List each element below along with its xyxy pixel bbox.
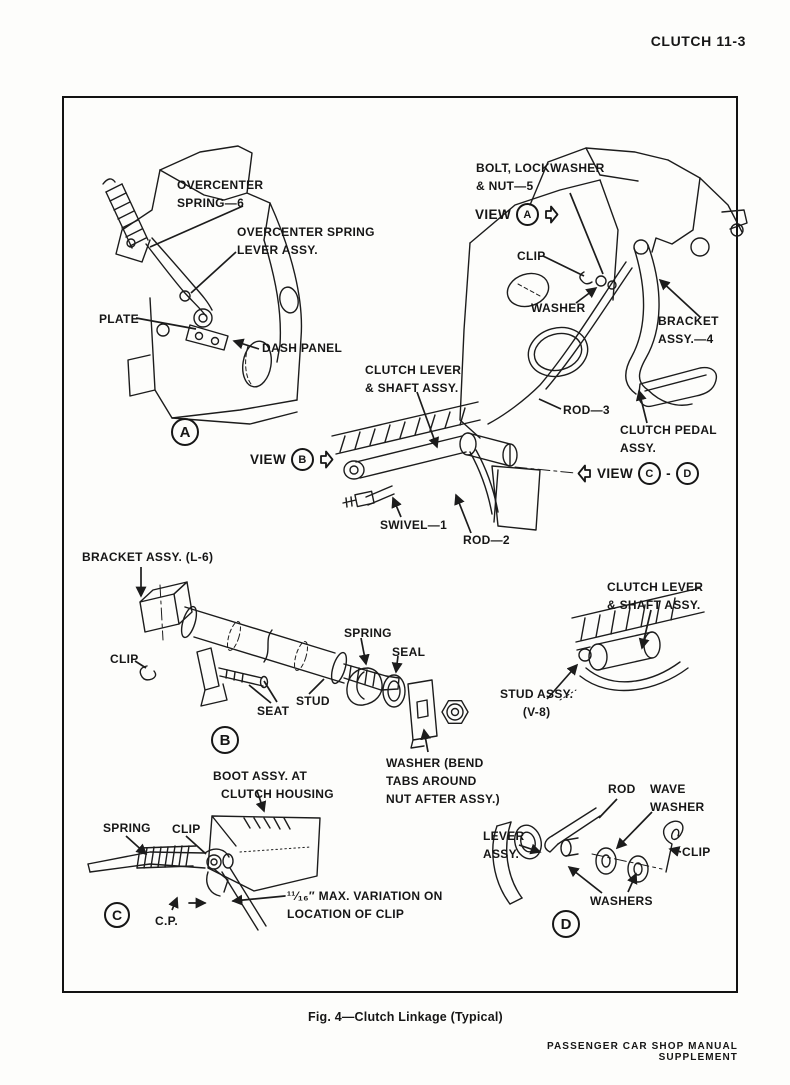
- label-spring-b: SPRING: [344, 626, 392, 640]
- label-overcenter-spring: OVERCENTER SPRING—6: [177, 178, 264, 210]
- label-spring-c: SPRING: [103, 821, 151, 835]
- cross-shaft-exploded-drawing: [140, 582, 468, 748]
- label-lever-assy: LEVER ASSY.: [483, 829, 525, 861]
- label-dash-panel: DASH PANEL: [262, 341, 343, 355]
- label-bolt-lockwasher-nut: BOLT, LOCKWASHER & NUT—5: [476, 161, 605, 193]
- label-seat: SEAT: [257, 704, 290, 718]
- label-clutch-lever-shaft-right: CLUTCH LEVER & SHAFT ASSY.: [607, 580, 704, 612]
- view-cd-callout: VIEW C - D: [577, 462, 699, 485]
- label-rod-3: ROD—3: [563, 403, 610, 417]
- label-washers: WASHERS: [590, 894, 653, 908]
- label-stud: STUD: [296, 694, 330, 708]
- label-boot-assy: BOOT ASSY. AT CLUTCH HOUSING: [213, 769, 334, 801]
- label-clip-b: CLIP: [110, 652, 139, 666]
- label-rod-2: ROD—2: [463, 533, 510, 547]
- label-wave-washer: WAVE WASHER: [650, 782, 705, 814]
- label-swivel-1: SWIVEL—1: [380, 518, 448, 532]
- label-clutch-pedal-assy: CLUTCH PEDAL ASSY.: [620, 423, 717, 455]
- view-marker-a: A: [171, 418, 199, 446]
- arrow-right-icon: [544, 205, 559, 224]
- figure-caption: Fig. 4—Clutch Linkage (Typical): [308, 1010, 503, 1024]
- arrow-right-icon: [319, 450, 334, 469]
- label-stud-assy-v8: STUD ASSY. (V-8): [500, 687, 574, 719]
- label-clutch-lever-shaft: CLUTCH LEVER & SHAFT ASSY.: [365, 363, 462, 395]
- label-seal: SEAL: [392, 645, 426, 659]
- view-marker-c: C: [104, 902, 130, 928]
- label-plate: PLATE: [99, 312, 139, 326]
- view-b-drawing: [332, 402, 575, 530]
- label-clip-variation: ¹¹⁄₁₆″ MAX. VARIATION ON LOCATION OF CLIP: [287, 889, 443, 921]
- label-bracket-assy-4: BRACKET ASSY.—4: [658, 314, 719, 346]
- view-a-callout: VIEW A: [475, 203, 559, 226]
- label-washer-pedal: WASHER: [531, 301, 586, 315]
- label-clip-d: CLIP: [682, 845, 711, 859]
- arrow-left-icon: [577, 464, 592, 483]
- label-clip-pedal: CLIP: [517, 249, 546, 263]
- view-marker-b: B: [211, 726, 239, 754]
- page-title: CLUTCH 11-3: [650, 33, 746, 49]
- view-marker-d: D: [552, 910, 580, 938]
- label-washer-bend-tabs: WASHER (BEND TABS AROUND NUT AFTER ASSY.): [386, 756, 500, 806]
- label-cp: C.P.: [155, 914, 178, 928]
- label-clip-c: CLIP: [172, 822, 201, 836]
- label-rod-d: ROD: [608, 782, 636, 796]
- view-b-callout: VIEW B: [250, 448, 334, 471]
- page-footer: PASSENGER CAR SHOP MANUAL SUPPLEMENT: [546, 1041, 738, 1063]
- label-overcenter-spring-lever: OVERCENTER SPRING LEVER ASSY.: [237, 225, 375, 257]
- label-bracket-assy-l6: BRACKET ASSY. (L-6): [82, 550, 214, 564]
